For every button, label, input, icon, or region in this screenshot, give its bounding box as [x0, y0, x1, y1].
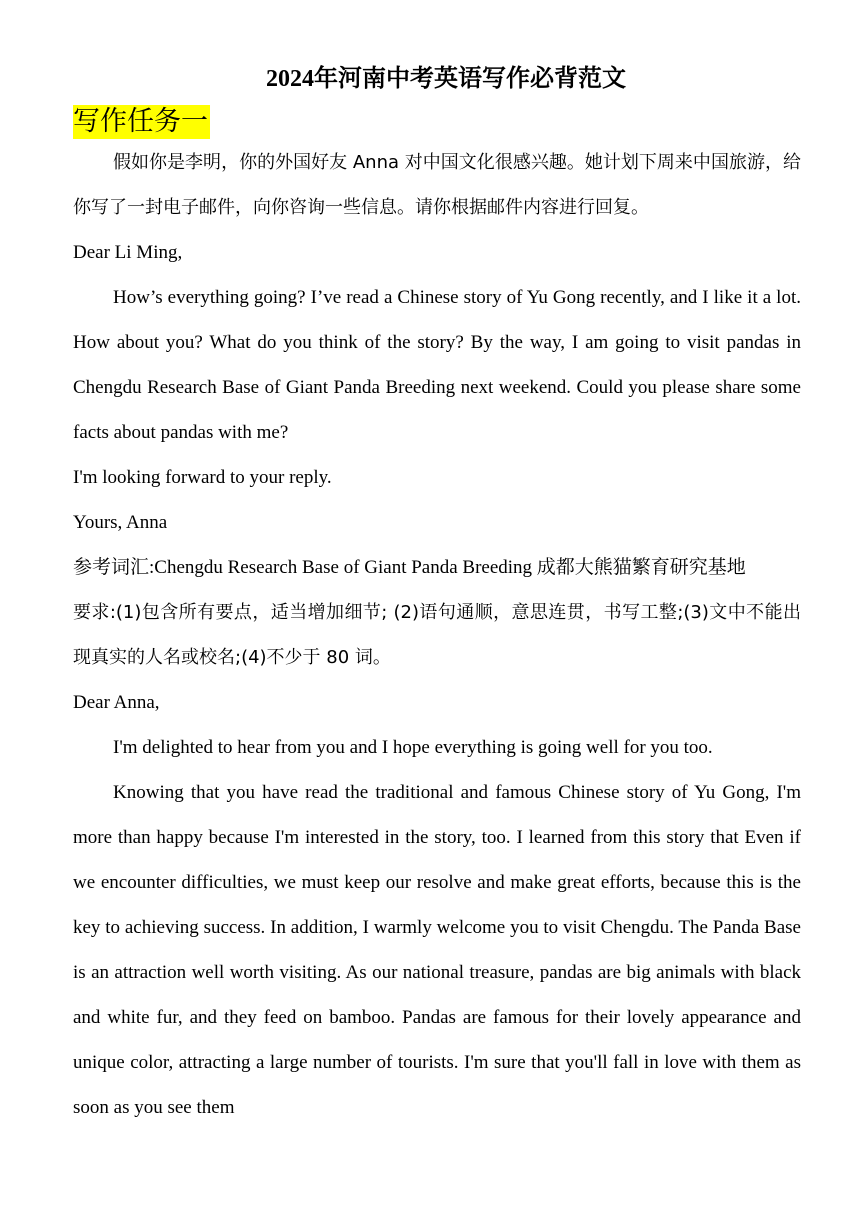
reply-paragraph-1: I'm delighted to hear from you and I hope everything is going well for you too.: [113, 737, 713, 758]
incoming-email-body: How’s everything going? I’ve read a Chinese story of Yu Gong recently, and I like it a lot. How about you? What do you think of the story? By the way, I am going to visit pandas in Chengdu Research Base of Giant Panda Breeding next weekend. Could you please share some facts about pandas with me?: [73, 287, 801, 443]
incoming-email-signature: Yours, Anna: [73, 512, 168, 533]
document-title: 2024年河南中考英语写作必背范文: [266, 66, 626, 92]
reply-paragraph-2: Knowing that you have read the traditional and famous Chinese story of Yu Gong, I'm more than happy because I'm interested in the story, too. I learned from this story that Even if we encounter difficulties, we must keep our resolve and make great efforts, because this is the key to achieving success. In addition, I warmly welcome you to visit Chengdu. The Panda Base is an attraction well worth visiting. As our national treasure, pandas are big animals with black and white fur, and they feed on bamboo. Pandas are famous for their lovely appearance and unique color, attracting a large number of tourists. I'm sure that you'll fall in love with them as soon as you see them: [73, 782, 801, 1118]
task-prompt: 假如你是李明，你的外国好友 Anna 对中国文化很感兴趣。她计划下周来中国旅游，给你写了一封电子邮件，向你咨询一些信息。请你根据邮件内容进行回复。: [73, 152, 801, 218]
task-heading: 写作任务一: [73, 106, 208, 137]
writing-requirements: 要求:(1)包含所有要点，适当增加细节; (2)语句通顺，意思连贯，书写工整;(3)文中不能出现真实的人名或校名;(4)不少于 80 词。: [73, 602, 801, 668]
incoming-email-salutation: Dear Li Ming,: [73, 242, 183, 263]
document-page: [73, 60, 801, 1130]
reference-vocabulary: 参考词汇:Chengdu Research Base of Giant Panda Breeding 成都大熊猫繁育研究基地: [73, 557, 746, 578]
reply-salutation: Dear Anna,: [73, 692, 160, 713]
incoming-email-closing: I'm looking forward to your reply.: [73, 467, 332, 488]
